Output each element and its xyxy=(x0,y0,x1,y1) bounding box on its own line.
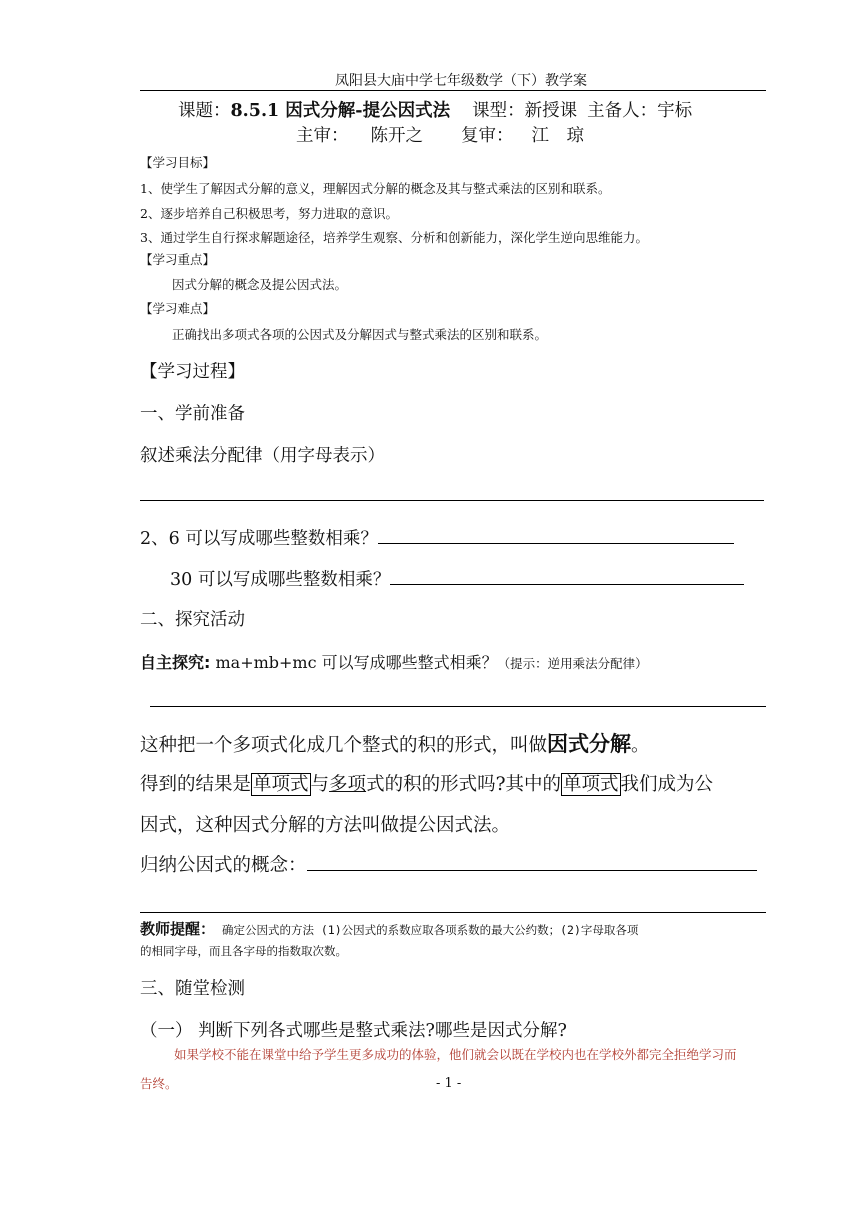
question-6-text: 2、6 可以写成哪些整数相乘？ xyxy=(140,529,378,549)
key-points-text: 因式分解的概念及提公因式法。 xyxy=(172,277,348,292)
school-header: 凤阳县大庙中学七年级数学（下）教学案 xyxy=(335,73,587,89)
answer-line-1[interactable] xyxy=(140,500,764,501)
explore-hint: （提示：逆用乘法分配律） xyxy=(497,656,648,671)
result-question-line xyxy=(140,770,713,796)
result-text-e: 式的积的形式吗?其中的 xyxy=(366,774,561,795)
answer-line-concept-2[interactable] xyxy=(140,912,766,913)
question-30-text: 30 可以写成哪些整数相乘？ xyxy=(170,570,391,590)
objective-item-1: 1、使学生了解因式分解的意义，理解因式分解的概念及其与整式乘法的区别和联系。 xyxy=(140,181,611,196)
explore-line xyxy=(140,650,648,673)
section-2-title: 二、探究活动 xyxy=(140,610,245,630)
monomial-box-2: 单项式 xyxy=(562,774,619,795)
common-factor-concept xyxy=(140,851,757,877)
teacher-reminder-text-1: 确定公因式的方法 (1)公因式的系数应取各项系数的最大公约数；(2)字母取各项 xyxy=(215,923,639,937)
judge-question: （一） 判断下列各式哪些是整式乘法?哪些是因式分解? xyxy=(140,1021,567,1041)
rechecker-value: 江 琼 xyxy=(531,126,584,146)
teacher-reminder-text-2: 的相同字母，而且各字母的指数取次数。 xyxy=(140,944,347,958)
common-factor-label: 归纳公因式的概念： xyxy=(140,855,307,876)
teacher-reminder-label: 教师提醒： xyxy=(140,920,216,938)
answer-blank-concept[interactable] xyxy=(307,852,757,871)
result-text-a: 得到的结果是 xyxy=(140,774,252,795)
section-1-title: 一、学前准备 xyxy=(140,404,245,424)
answer-line-explore[interactable] xyxy=(150,706,766,707)
teacher-reminder xyxy=(140,918,638,939)
preparer: 主备人：宇标 xyxy=(587,101,693,121)
rechecker-label: 复审： xyxy=(461,126,514,146)
definition-line xyxy=(140,728,650,758)
process-heading: 【学习过程】 xyxy=(140,362,245,382)
monomial-box-1: 单项式 xyxy=(253,774,309,795)
footer-quote-line-1: 如果学校不能在课堂中给予学生更多成功的体验，他们就会以既在学校内也在学校外都完全拒绝学习而 xyxy=(174,1047,737,1062)
key-points-heading: 【学习重点】 xyxy=(140,252,216,267)
objective-item-3: 3、通过学生自行探求解题途径，培养学生观察、分析和创新能力，深化学生逆向思维能力。 xyxy=(140,230,648,245)
section-3-title: 三、随堂检测 xyxy=(140,979,245,999)
reviewer-value: 陈开之 xyxy=(370,126,423,146)
topic-label: 课题： xyxy=(178,101,231,121)
difficulties-heading: 【学习难点】 xyxy=(140,301,216,316)
explore-text: ma+mb+mc 可以写成哪些整式相乘？ xyxy=(210,653,498,672)
result-question-line-2: 因式，这种因式分解的方法叫做提公因式法。 xyxy=(140,815,511,836)
meta-line-1 xyxy=(178,97,692,122)
result-text-c: 与 xyxy=(310,774,330,795)
definition-prefix: 这种把一个多项式化成几个整式的积的形式，叫做 xyxy=(140,735,548,756)
definition-suffix: 。 xyxy=(631,735,650,756)
question-6-products xyxy=(140,525,734,550)
definition-term: 因式分解 xyxy=(547,732,632,756)
meta-line-2 xyxy=(296,122,584,147)
polynomial-underlined: 多项 xyxy=(329,774,367,795)
result-text-g: 我们成为公 xyxy=(620,774,714,795)
page-number: - 1 - xyxy=(436,1076,462,1091)
answer-blank-30[interactable] xyxy=(390,566,744,585)
reviewer-label: 主审： xyxy=(296,126,349,146)
explore-label: 自主探究: xyxy=(140,653,211,672)
question-30-products xyxy=(170,566,744,591)
footer-quote-line-2: 告终。 xyxy=(140,1076,178,1091)
question-distributive-law: 叙述乘法分配律（用字母表示） xyxy=(140,446,385,466)
header-rule xyxy=(140,90,766,91)
objective-item-2: 2、逐步培养自己积极思考，努力进取的意识。 xyxy=(140,206,398,221)
answer-blank-6[interactable] xyxy=(378,525,734,544)
lesson-type: 课型：新授课 xyxy=(472,101,578,121)
objectives-heading: 【学习目标】 xyxy=(140,155,216,170)
topic-value: 8.5.1 因式分解-提公因式法 xyxy=(230,101,451,121)
difficulties-text: 正确找出多项式各项的公因式及分解因式与整式乘法的区别和联系。 xyxy=(172,327,548,342)
